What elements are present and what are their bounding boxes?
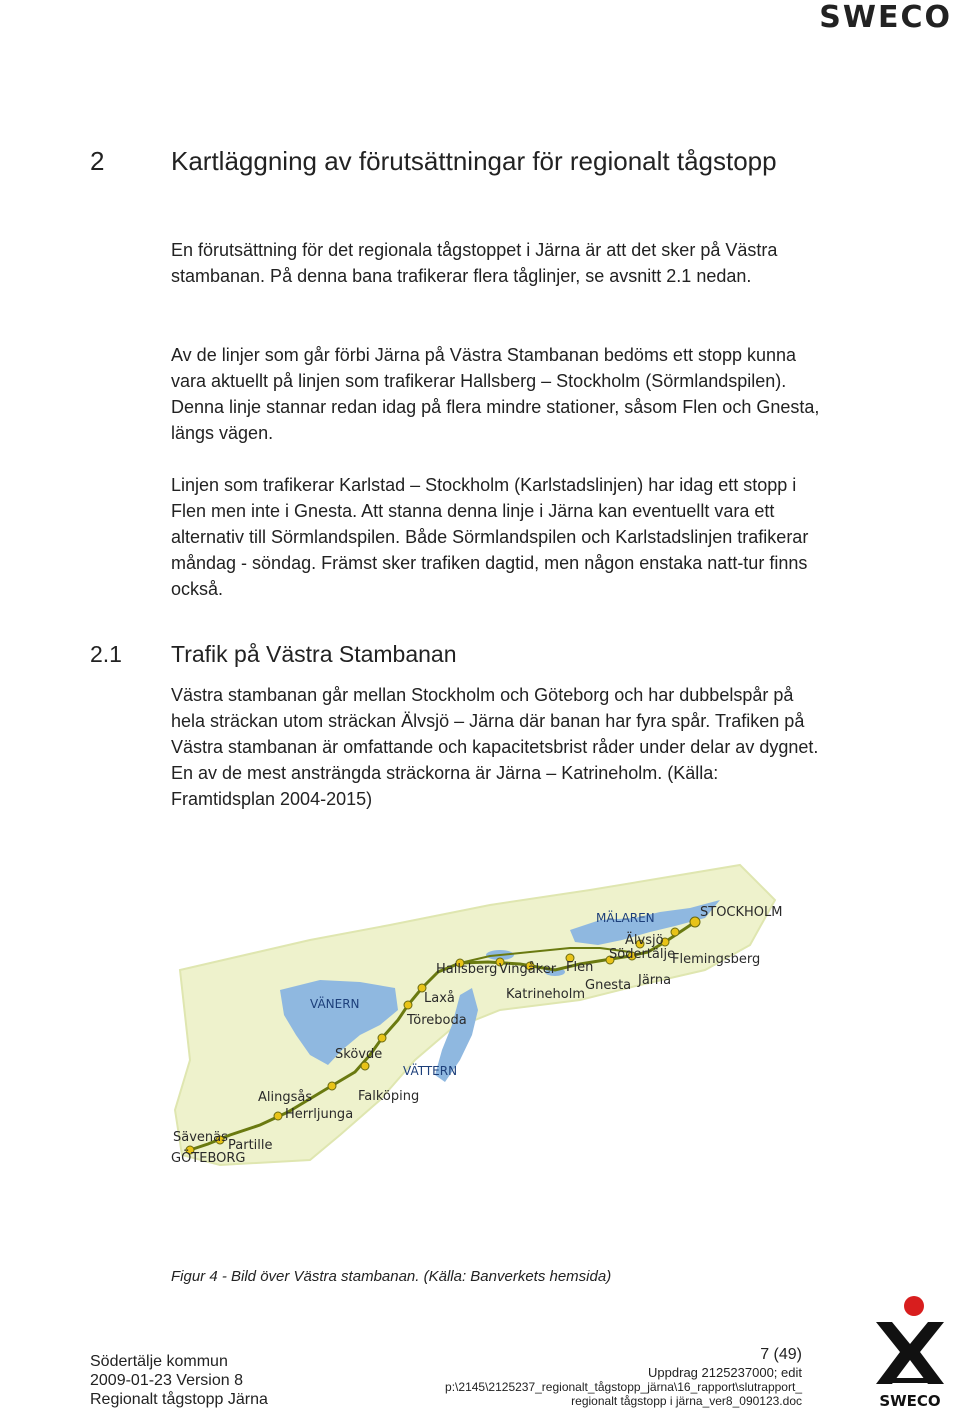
label-stockholm: STOCKHOLM [700, 905, 783, 920]
file-path-line-1: p:\2145\2125237_regionalt_tågstopp_järna\16_rapport\slutrapport_ [445, 1380, 802, 1394]
station-alvsjo [671, 928, 679, 936]
sweco-logo-bottom [868, 1292, 952, 1410]
label-flemingsberg: Flemingsberg [672, 952, 761, 967]
label-vattern: VÄTTERN [403, 1064, 458, 1078]
station-falkoping [361, 1062, 369, 1070]
label-malaren: MÄLAREN [596, 911, 655, 925]
label-sodertalje: Södertälje [609, 947, 676, 962]
subsection-paragraph: Västra stambanan går mellan Stockholm och Göteborg och har dubbelspår på hela sträckan utom sträckan Älvsjö – Järna där banan har fyra spår. Trafiken på Västra stambanan är omfattande och kapacitetsbrist råder under delar av dygnet. En av de mest ansträngda sträckorna är Järna – Katrineholm. (Källa: Framtidsplan 2004-2015) [171, 685, 819, 809]
footer-project: Regionalt tågstopp Järna [90, 1391, 268, 1408]
station-toreboda [404, 1001, 412, 1009]
station-alingsas [274, 1112, 282, 1120]
paragraph-3: Linjen som trafikerar Karlstad – Stockholm (Karlstadslinjen) har idag ett stopp i Flen men inte i Gnesta. Att stanna denna linje i Järna kan eventuellt vara ett alternativ till Sörmlandspilen. Både Sörmlandspilen och Karlstadslinjen trafikerar måndag - söndag. Främst sker trafiken dagtid, men någon enstaka natt-tur finns också. [171, 475, 809, 599]
sweco-logo-top: SWECO [819, 0, 952, 35]
figure-caption: Figur 4 - Bild över Västra stambanan. (Källa: Banverkets hemsida) [171, 1268, 612, 1285]
footer-right [445, 1346, 802, 1408]
label-gnesta: Gnesta [585, 978, 632, 993]
footer-left [90, 1352, 268, 1409]
subsection-title: Trafik på Västra Stambanan [171, 641, 457, 667]
label-hallsberg: Hallsberg [436, 962, 498, 977]
logo-red-dot [904, 1296, 924, 1316]
station-stockholm [690, 917, 700, 927]
label-alvsjo: Älvsjö [625, 933, 664, 948]
railway-map [160, 860, 810, 1180]
section-number: 2 [90, 146, 105, 176]
label-flen: Flen [566, 960, 594, 975]
subsection-number: 2.1 [90, 641, 122, 667]
paragraph-1: En förutsättning för det regionala tågstoppet i Järna är att det sker på Västra stambanan. På denna bana trafikerar flera tåglinjer, se avsnitt 2.1 nedan. [171, 240, 778, 286]
label-herrljunga: Herrljunga [285, 1107, 354, 1122]
station-skovde [378, 1034, 386, 1042]
label-laxa: Laxå [424, 991, 455, 1006]
assignment-number: Uppdrag 2125237000; edit [648, 1365, 802, 1380]
footer-date-version: 2009-01-23 Version 8 [90, 1372, 243, 1389]
label-skovde: Skövde [335, 1047, 383, 1062]
logo-mark [876, 1322, 944, 1384]
label-falkoping: Falköping [358, 1089, 420, 1104]
label-vingaker: Vingåker [499, 962, 557, 977]
label-vanern: VÄNERN [310, 997, 360, 1011]
paragraph-2: Av de linjer som går förbi Järna på Västra Stambanan bedöms ett stopp kunna vara aktuellt på linjen som trafikerar Hallsberg – Stockholm (Sörmlandspilen). Denna linje stannar redan idag på flera mindre stationer, såsom Flen och Gnesta, längs vägen. [171, 345, 820, 443]
label-goteborg: GÖTEBORG [171, 1151, 246, 1166]
label-jarna: Järna [638, 973, 672, 988]
page-number: 7 (49) [760, 1346, 802, 1363]
label-toreboda: Töreboda [407, 1013, 467, 1028]
label-katrineholm: Katrineholm [506, 987, 586, 1002]
label-partille: Partille [228, 1138, 273, 1153]
section-title: Kartläggning av förutsättningar för regionalt tågstopp [171, 146, 777, 176]
logo-wordmark: SWECO [879, 1392, 941, 1410]
label-savenas: Sävenäs [173, 1130, 228, 1145]
station-herrljunga [328, 1082, 336, 1090]
label-alingsas: Alingsås [258, 1090, 313, 1105]
footer-client: Södertälje kommun [90, 1353, 228, 1370]
logo-base [882, 1378, 938, 1383]
file-path-line-2: regionalt tågstopp i järna_ver8_090123.doc [571, 1394, 802, 1408]
